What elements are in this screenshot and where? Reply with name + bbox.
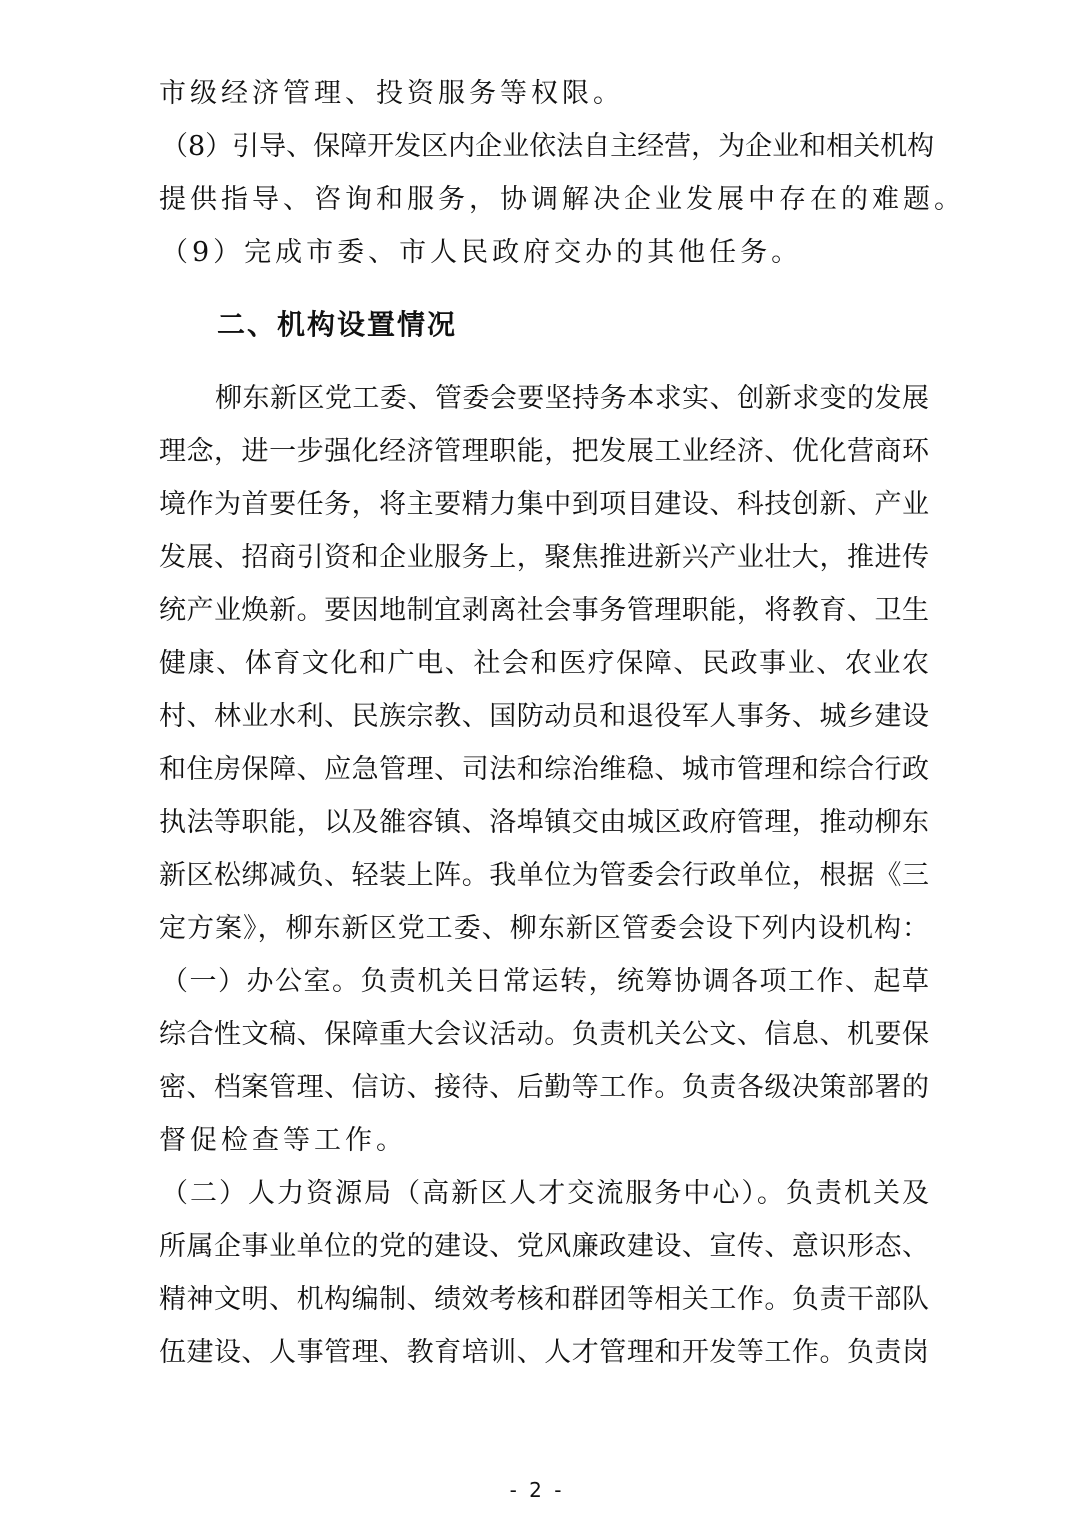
text-line: （二）人力资源局（高新区人才交流服务中心）。负责机关及 bbox=[161, 1178, 929, 1209]
text-line: 理念，进一步强化经济管理职能，把发展工业经济、优化营商环 bbox=[159, 436, 929, 467]
text-line: 市级经济管理、投资服务等权限。 bbox=[159, 78, 624, 109]
section-heading: 二、机构设置情况 bbox=[217, 308, 458, 341]
text-line: 伍建设、人事管理、教育培训、人才管理和开发等工作。负责岗 bbox=[159, 1337, 929, 1368]
page-number: - 2 - bbox=[509, 1478, 565, 1502]
text-line: （9）完成市委、市人民政府交办的其他任务。 bbox=[161, 237, 803, 268]
text-line: （8）引导、保障开发区内企业依法自主经营，为企业和相关机构 bbox=[161, 131, 935, 162]
text-line: 统产业焕新。要因地制宜剥离社会事务管理职能，将教育、卫生 bbox=[159, 595, 929, 626]
text-line: 督促检查等工作。 bbox=[159, 1125, 407, 1156]
text-line: 发展、招商引资和企业服务上，聚焦推进新兴产业壮大，推进传 bbox=[159, 542, 929, 573]
text-line: 村、林业水利、民族宗教、国防动员和退役军人事务、城乡建设 bbox=[159, 701, 929, 732]
text-line: 精神文明、机构编制、绩效考核和群团等相关工作。负责干部队 bbox=[159, 1284, 929, 1315]
text-line: 密、档案管理、信访、接待、后勤等工作。负责各级决策部署的 bbox=[159, 1072, 929, 1103]
document-body bbox=[159, 67, 965, 1379]
text-line: 境作为首要任务，将主要精力集中到项目建设、科技创新、产业 bbox=[159, 489, 929, 520]
text-line: 健康、体育文化和广电、社会和医疗保障、民政事业、农业农 bbox=[159, 648, 929, 679]
text-line: 定方案》，柳东新区党工委、柳东新区管委会设下列内设机构： bbox=[159, 913, 929, 944]
text-line: 执法等职能，以及雒容镇、洛埠镇交由城区政府管理，推动柳东 bbox=[159, 807, 929, 838]
text-line: 综合性文稿、保障重大会议活动。负责机关公文、信息、机要保 bbox=[159, 1019, 929, 1050]
text-line: 和住房保障、应急管理、司法和综治维稳、城市管理和综合行政 bbox=[159, 754, 929, 785]
text-line: 柳东新区党工委、管委会要坚持务本求实、创新求变的发展 bbox=[215, 383, 929, 414]
text-line: 所属企事业单位的党的建设、党风廉政建设、宣传、意识形态、 bbox=[159, 1231, 929, 1262]
text-line: （一）办公室。负责机关日常运转，统筹协调各项工作、起草 bbox=[161, 966, 929, 997]
text-line: 新区松绑减负、轻装上阵。我单位为管委会行政单位，根据《三 bbox=[159, 860, 929, 891]
text-line: 提供指导、咨询和服务，协调解决企业发展中存在的难题。 bbox=[159, 184, 965, 215]
